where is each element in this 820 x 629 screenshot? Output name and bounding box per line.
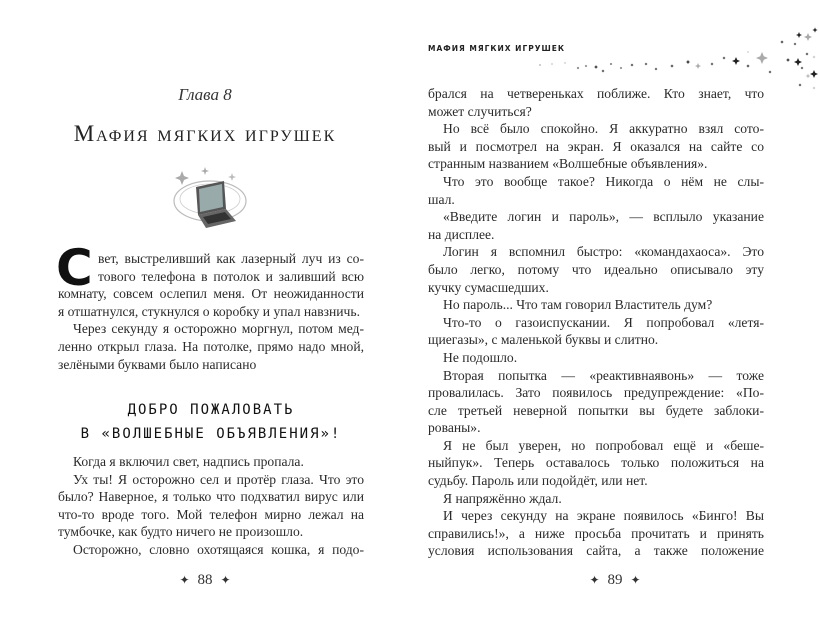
star-icon [810, 70, 818, 78]
star-icon [746, 64, 750, 68]
star-icon [594, 65, 598, 69]
text-line: вет, выстреливший как лазерный луч из со- [98, 251, 364, 266]
text-line: Вторая попытка — «реактивнаявонь» — тоже [443, 367, 764, 383]
text-line: справились!», а ниже просьба прочитать и принять [428, 525, 764, 541]
text-line: тумбочке, как будто ничего не произошло. [58, 524, 304, 540]
text-line: Что это вообще такое? Никогда о нём не слы- [443, 173, 764, 189]
star-icon [610, 63, 613, 66]
text-line: зелёными буквами было написано [58, 356, 257, 372]
four-point-star-icon: ✦ [630, 573, 641, 587]
text-line: сле третьей неверной попытки вы будете заблоки- [428, 402, 764, 418]
star-icon [805, 52, 808, 55]
page-number-value: 88 [197, 572, 213, 588]
text-line: может случиться? [428, 103, 532, 119]
text-line: Но всё было спокойно. Я аккуратно взял сото- [443, 121, 764, 137]
chapter-title: Мафия мягких игрушек [73, 121, 337, 146]
text-line: что-то вроде того. Мой телефон мирно лежал на [58, 506, 364, 522]
text-line: Логин я вспомнил быстро: «командахаоса». Это [443, 244, 764, 260]
text-line: И через секунду на экране появилось «Бинго! Вы [443, 508, 764, 524]
text-line: условия использования сайта, а также положение [428, 543, 764, 559]
star-icon [630, 63, 633, 66]
text-line: Через секунду я осторожно моргнул, потом мед- [73, 321, 364, 337]
star-icon [806, 74, 811, 79]
star-icon [655, 68, 658, 71]
star-icon [695, 63, 701, 69]
star-icon [804, 33, 812, 41]
drop-cap: С [56, 239, 93, 297]
text-block [428, 85, 764, 560]
star-icon [812, 55, 815, 58]
star-icon [551, 63, 554, 66]
screen-message-line: В «ВОЛШЕБНЫЕ ОБЪЯВЛЕНИЯ»! [80, 426, 342, 442]
star-icon [722, 56, 725, 59]
four-point-star-icon: ✦ [589, 573, 600, 587]
text-line: было легко, потому что идеально описывало эту [428, 261, 764, 277]
four-point-star-icon: ✦ [220, 573, 231, 587]
star-icon [796, 32, 802, 38]
laptop-illustration [170, 165, 250, 235]
text-block-top [58, 250, 364, 373]
running-head: МАФИЯ МЯГКИХ ИГРУШЕК [428, 44, 566, 53]
star-icon [645, 63, 648, 66]
star-icon [812, 86, 815, 89]
star-icon [794, 58, 802, 66]
text-line: «Введите логин и пароль», — всплыло указание [443, 209, 764, 225]
star-icon [732, 57, 740, 65]
text-line: было? Наверное, я только что подхватил вирус или [58, 489, 364, 505]
star-icon [798, 83, 801, 86]
star-icon [801, 67, 804, 70]
four-point-star-icon: ✦ [179, 573, 190, 587]
star-icon [786, 58, 790, 62]
star-icon [710, 62, 713, 65]
text-line: Но пароль... Что там говорил Властитель дум? [443, 297, 713, 313]
text-line: комнату, совсем ослепил меня. От неожиданности [58, 286, 364, 302]
page-number [0, 570, 410, 590]
text-line: брался на четвереньках поближе. Кто знает, что [428, 86, 764, 101]
star-icon [747, 51, 749, 53]
text-line: Что-то о газоиспускании. Я попробовал «летя- [443, 314, 764, 330]
text-line: шал. [428, 191, 455, 207]
right-page [410, 0, 820, 629]
text-line: на дисплее. [428, 226, 495, 242]
star-icon [539, 64, 542, 67]
star-icon [601, 69, 604, 72]
star-icon [670, 64, 674, 68]
screen-message [58, 398, 364, 446]
star-icon [577, 67, 580, 70]
page-number [410, 570, 820, 590]
text-line: вый и посмотрел на экран. Я оказался на сайте со [428, 138, 764, 154]
text-line: ныйпук». Теперь оставалось только положиться на [428, 455, 764, 471]
star-icon [564, 62, 567, 65]
star-icon [756, 52, 768, 64]
text-line: я отшатнулся, стукнулся о коробку и упал навзничь. [58, 303, 360, 319]
star-icon [812, 27, 817, 32]
page-number-value: 89 [607, 572, 623, 588]
star-icon [585, 65, 588, 68]
text-line: провалилась. Зато появилось предупреждение: «По- [428, 385, 764, 401]
text-line: щиегазы», с маленькой буквы и слитно. [428, 332, 659, 348]
chapter-label: Глава 8 [178, 85, 232, 104]
text-line: странным названием «Волшебные объявления». [428, 156, 708, 172]
text-line: Осторожно, словно охотящаяся кошка, я подо- [73, 541, 364, 557]
star-icon [686, 60, 690, 64]
star-icon [620, 67, 623, 70]
text-line: ленно открыл глаза. На потолке, прямо надо мной, [58, 338, 364, 354]
text-block-bottom [58, 453, 364, 559]
text-line: судьбу. Пароль или подойдёт, или нет. [428, 473, 648, 489]
text-line: Когда я включил свет, надпись пропала. [73, 454, 304, 469]
text-line: Ух ты! Я осторожно сел и протёр глаза. Что это [73, 471, 364, 487]
text-line: кучку сумасшедших. [428, 279, 549, 295]
star-icon [794, 43, 797, 46]
text-line: Я напряжённо ждал. [443, 490, 562, 506]
text-line: Не подошло. [443, 349, 518, 365]
text-line: рованы». [428, 420, 481, 436]
screen-message-line: ДОБРО ПОЖАЛОВАТЬ [127, 402, 295, 418]
star-icon [768, 70, 771, 73]
text-line: Я не был уверен, но попробовал ещё и «беше- [443, 437, 764, 453]
text-line: тового телефона в потолок и заливший всю [98, 268, 364, 284]
star-icon [780, 40, 784, 44]
